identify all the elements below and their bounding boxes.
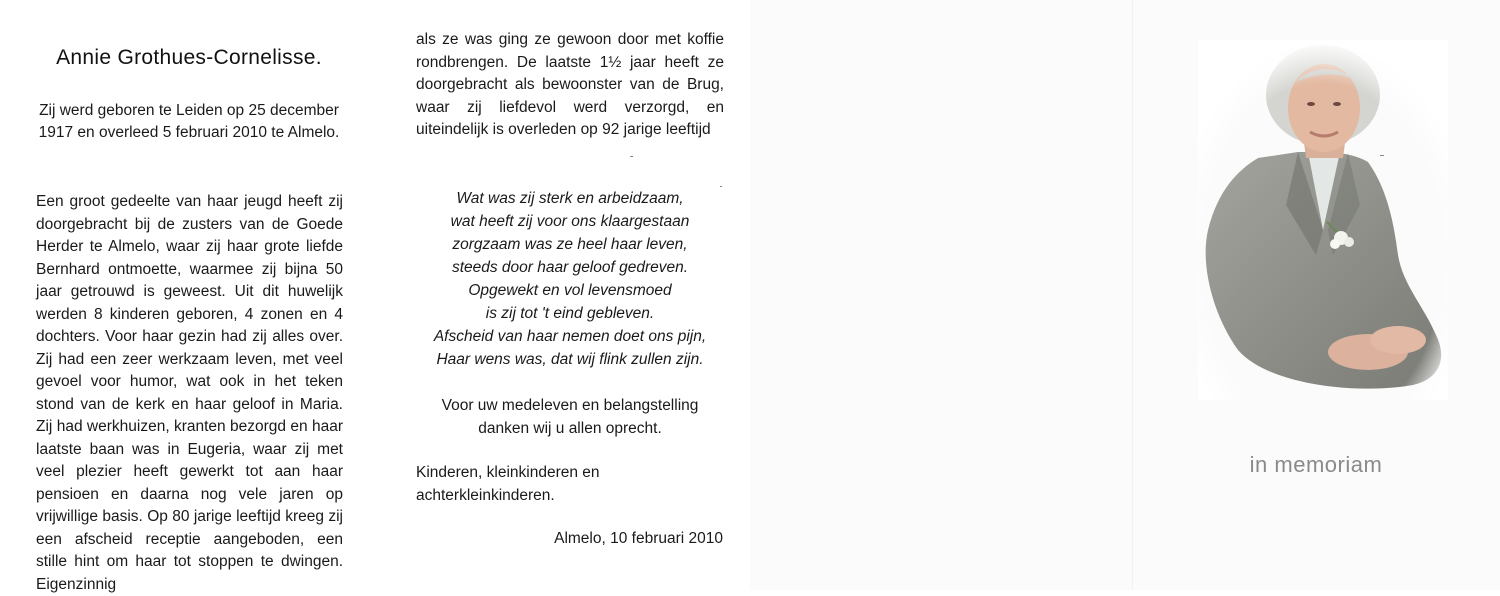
deceased-name: Annie Grothues-Cornelisse.: [56, 46, 322, 69]
poem-line: Wat was zij sterk en arbeidzaam,: [456, 190, 684, 207]
card-fold-line: [1132, 0, 1133, 590]
poem-line: Haar wens was, dat wij flink zullen zijn.: [436, 351, 704, 368]
poem-line: Opgewekt en vol levensmoed: [468, 282, 672, 299]
poem-line: wat heeft zij voor ons klaargestaan: [450, 213, 690, 230]
biography-part-2: als ze was ging ze gewoon door met koffie rondbrengen. De laatste 1½ jaar heeft ze doorgebracht als bewoonster van de Brug, waar zij liefdevol werd verzorgd, en uiteindelijk is overleden op 92 jarige leeftijd: [416, 31, 724, 138]
portrait-photo: [1198, 40, 1448, 400]
thanks-message: Voor uw medeleven en belangstelling danken wij u allen oprecht.: [441, 397, 699, 437]
poem-line: zorgzaam was ze heel haar leven,: [452, 236, 688, 253]
inside-left-panel: [0, 0, 750, 593]
birth-death-dates: Zij werd geboren te Leiden op 25 december 1917 en overleed 5 februari 2010 te Almelo.: [38, 102, 340, 141]
scan-speck: [1380, 155, 1384, 156]
family-signature: Kinderen, kleinkinderen en achterkleinkinderen.: [416, 464, 600, 504]
memorial-poem: [416, 187, 724, 371]
place-and-date: Almelo, 10 februari 2010: [554, 530, 723, 547]
cover-title: in memoriam: [1249, 452, 1383, 477]
poem-line: is zij tot 't eind gebleven.: [485, 305, 655, 322]
biography-part-1: Een groot gedeelte van haar jeugd heeft zij doorgebracht bij de zusters van de Goede Herder te Almelo, waar zij haar grote liefde Bernhard ontmoette, waarmee zij bijna 50 jaar getrouwd is geweest. Uit dit huwelijk werden 8 kinderen geboren, 4 zonen en 4 dochters. Voor haar gezin had zij alles over. Zij had een zeer werkzaam leven, met veel gevoel voor humor, wat ook in het teken stond van de kerk en haar geloof in Maria. Zij had werkhuizen, kranten bezorgd en haar laatste baan was in Eugeria, waar zij met veel plezier heeft gewerkt tot aan haar pensioen en daarna nog vele jaren op vrijwillige basis. Op 80 jarige leeftijd kreeg zij een afscheid receptie aangeboden, een stille hint om haar tot stoppen te dwingen. Eigenzinnig: [36, 193, 343, 593]
scan-speck: [630, 156, 633, 157]
poem-line: Afscheid van haar nemen doet ons pijn,: [433, 328, 707, 345]
poem-line: steeds door haar geloof gedreven.: [451, 259, 689, 276]
